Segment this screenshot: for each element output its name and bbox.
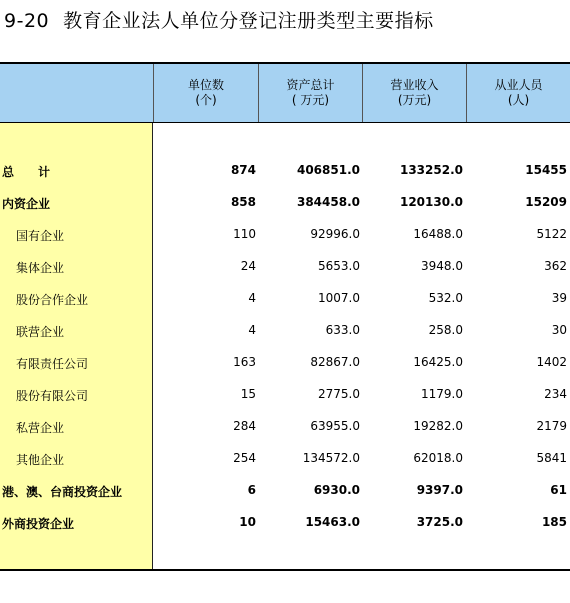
table-number: 9-20: [4, 10, 50, 32]
table-cell: 92996.0: [310, 227, 360, 241]
table-cell: 16488.0: [413, 227, 463, 241]
row-label: 联营企业: [16, 325, 65, 339]
table-cell: 384458.0: [296, 195, 360, 209]
table-cell: 5841: [536, 451, 567, 465]
table-cell: 15209: [525, 195, 567, 209]
row-label: 其他企业: [16, 453, 65, 467]
table-cell: 1402: [536, 355, 567, 369]
column-header-line2: (人): [507, 93, 530, 107]
table-cell: 185: [541, 515, 567, 529]
table-row: [0, 283, 570, 315]
table-cell: 362: [544, 259, 567, 273]
table-cell: 15: [240, 387, 256, 401]
table-cell: 10: [239, 515, 256, 529]
row-label: 国有企业: [16, 229, 65, 243]
table-cell: 258.0: [428, 323, 463, 337]
row-label: 内资企业: [2, 197, 51, 211]
table-cell: 63955.0: [310, 419, 360, 433]
page-title: [4, 6, 434, 33]
table-cell: 61: [550, 483, 567, 497]
table-cell: 284: [233, 419, 256, 433]
table-cell: 1179.0: [421, 387, 463, 401]
row-label: 股份有限公司: [16, 389, 89, 403]
table-row: [0, 475, 570, 507]
table-cell: 532.0: [428, 291, 463, 305]
table-cell: 1007.0: [318, 291, 360, 305]
table-cell: 110: [233, 227, 256, 241]
table-cell: 133252.0: [399, 163, 463, 177]
table-row: [0, 251, 570, 283]
table-cell: 24: [240, 259, 256, 273]
table-cell: 3725.0: [416, 515, 463, 529]
table-row: [0, 443, 570, 475]
table-bottom-rule: [0, 569, 570, 571]
column-header-line2: (万元): [397, 93, 432, 107]
table-row: [0, 411, 570, 443]
table-cell: 82867.0: [310, 355, 360, 369]
column-header-line1: 资产总计: [286, 78, 335, 92]
row-label: 有限责任公司: [16, 357, 89, 371]
table-cell: 39: [551, 291, 567, 305]
table-cell: 234: [544, 387, 567, 401]
table-row: [0, 379, 570, 411]
row-label: 私营企业: [16, 421, 65, 435]
table-row: [0, 507, 570, 539]
column-header-line2: ( 万元): [291, 93, 330, 107]
row-label: 外商投资企业: [2, 517, 75, 531]
table-cell: 120130.0: [399, 195, 463, 209]
table-row: [0, 219, 570, 251]
table-row: [0, 347, 570, 379]
column-header-revenue: [362, 64, 466, 122]
table-cell: 16425.0: [413, 355, 463, 369]
column-header-line1: 从业人员: [494, 78, 543, 92]
table-cell: 6: [247, 483, 256, 497]
column-header-line1: 单位数: [187, 78, 224, 92]
table-cell: 406851.0: [296, 163, 360, 177]
table-cell: 134572.0: [302, 451, 360, 465]
table-cell: 163: [233, 355, 256, 369]
table-cell: 6930.0: [313, 483, 360, 497]
table-row: [0, 155, 570, 187]
table-cell: 62018.0: [413, 451, 463, 465]
column-header-line1: 营业收入: [390, 78, 439, 92]
column-header-employees: [466, 64, 570, 122]
table-cell: 4: [248, 291, 256, 305]
table-cell: 633.0: [325, 323, 360, 337]
table-cell: 2775.0: [318, 387, 360, 401]
column-header-assets: [258, 64, 362, 122]
column-header-line2: (个): [195, 93, 217, 107]
table-title: 教育企业法人单位分登记注册类型主要指标: [63, 10, 434, 32]
table-cell: 9397.0: [416, 483, 463, 497]
table-cell: 15455: [525, 163, 567, 177]
table-cell: 874: [230, 163, 256, 177]
row-label: 港、澳、台商投资企业: [2, 485, 123, 499]
table-cell: 254: [233, 451, 256, 465]
row-label: 股份合作企业: [16, 293, 89, 307]
table-cell: 858: [230, 195, 256, 209]
row-label: 集体企业: [16, 261, 65, 275]
table-cell: 5122: [536, 227, 567, 241]
table-cell: 4: [248, 323, 256, 337]
table-cell: 19282.0: [413, 419, 463, 433]
table-cell: 2179: [536, 419, 567, 433]
row-label: 总 计: [2, 165, 51, 179]
table-row: [0, 187, 570, 219]
table-cell: 15463.0: [305, 515, 360, 529]
table-cell: 5653.0: [318, 259, 360, 273]
table-cell: 30: [551, 323, 567, 337]
column-header-units: [153, 64, 258, 122]
table-cell: 3948.0: [421, 259, 463, 273]
table-row: [0, 315, 570, 347]
